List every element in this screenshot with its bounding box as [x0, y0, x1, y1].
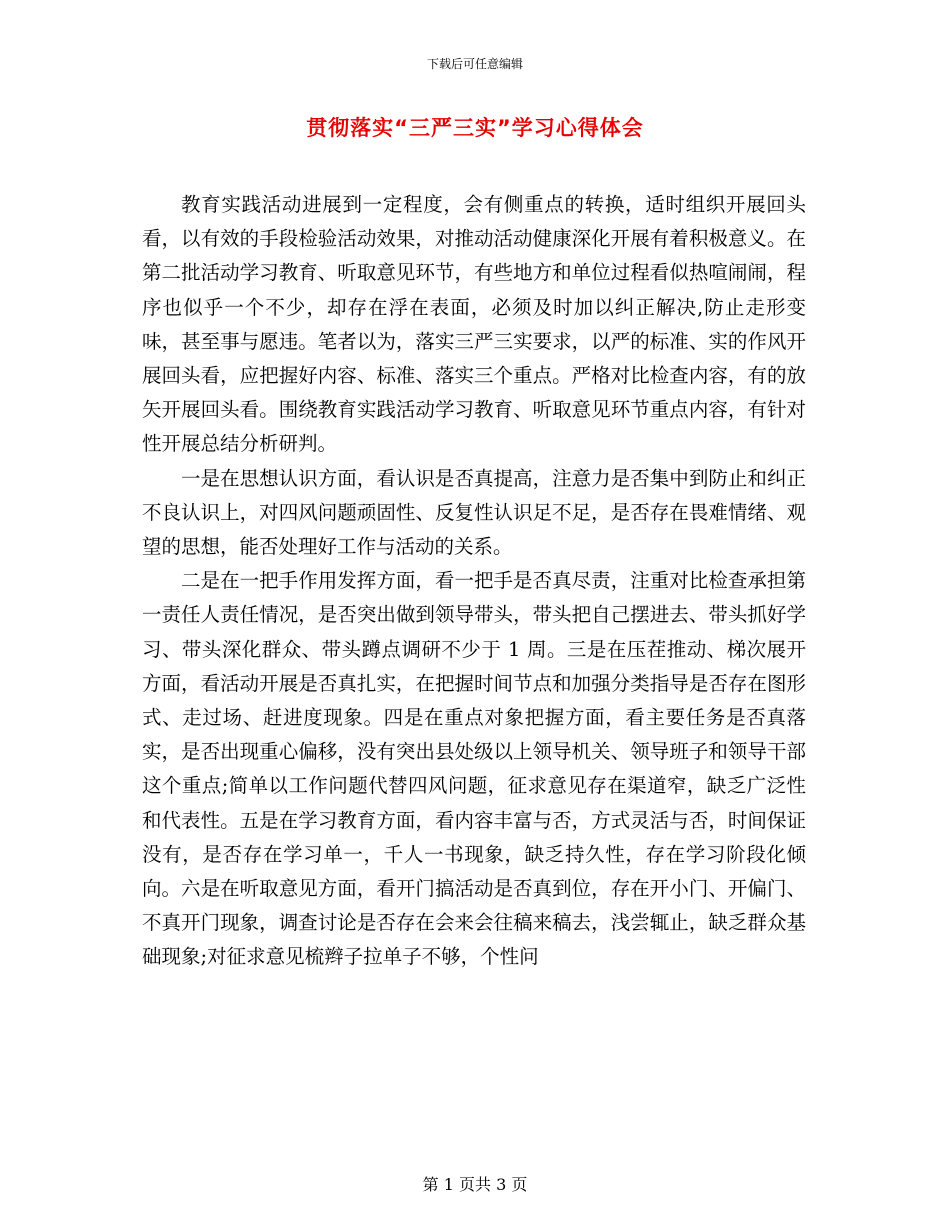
paragraph: 教育实践活动进展到一定程度，会有侧重点的转换，适时组织开展回头看，以有效的手段检验活动效果，对推动活动健康深化开展有着积极意义。在第二批活动学习教育、听取意见环节，有些地方和单位过程看似热喧闹闹，程序也似乎一个不少，却存在浮在表面，必须及时加以纠正解决,防止走形变味，甚至事与愿违。笔者以为，落实三严三实要求，以严的标准、实的作风开展回头看，应把握好内容、标准、落实三个重点。严格对比检查内容，有的放矢开展回头看。围绕教育实践活动学习教育、听取意见环节重点内容，有针对性开展总结分析研判。	[142, 193, 806, 456]
document-title: 贯彻落实“三严三实”学习心得体会	[306, 116, 644, 140]
paragraph: 二是在一把手作用发挥方面，看一把手是否真尽责，注重对比检查承担第一责任人责任情况，是否突出做到领导带头，带头把自己摆进去、带头抓好学习、带头深化群众、带头蹲点调研不少于 1 周。三是在压茬推动、梯次展开方面，看活动开展是否真扎实，在把握时间节点和加强分类指导是否存在图形式、走过场、赶进度现象。四是在重点对象把握方面，看主要任务是否真落实，是否出现重心偏移，没有突出县处级以上领导机关、领导班子和领导干部这个重点;简单以工作问题代替四风问题，征求意见存在渠道窄，缺乏广泛性和代表性。五是在学习教育方面，看内容丰富与否，方式灵活与否，时间保证没有，是否存在学习单一，千人一书现象，缺乏持久性，存在学习阶段化倾向。六是在听取意见方面，看开门搞活动是否真到位，存在开小门、开偏门、不真开门现象，调查讨论是否存在会来会往稿来稿去，浅尝辄止，缺乏群众基础现象;对征求意见梳辫子拉单子不够，个性问	[142, 569, 806, 969]
document-body	[142, 188, 806, 975]
paragraph: 一是在思想认识方面，看认识是否真提高，注意力是否集中到防止和纠正不良认识上，对四风问题顽固性、反复性认识足不足，是否存在畏难情绪、观望的思想，能否处理好工作与活动的关系。	[142, 466, 806, 559]
header-note: 下载后可任意编辑	[426, 57, 523, 71]
page-number: 第 1 页共 3 页	[422, 1175, 528, 1194]
